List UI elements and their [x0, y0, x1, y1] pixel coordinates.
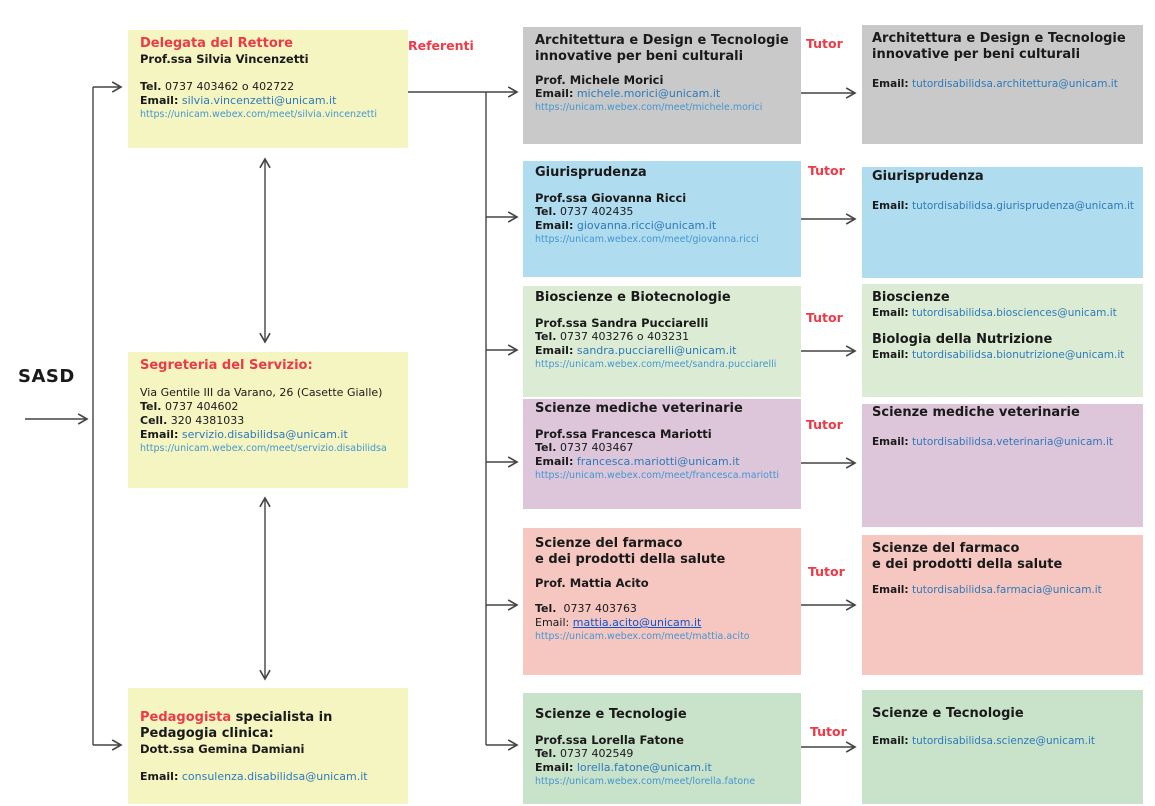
pedagogista-person: Dott.ssa Gemina Damiani [140, 742, 305, 756]
segreteria-email-row: Email: servizio.disabilidsa@unicam.it [140, 428, 348, 441]
tutor-label: Tutor [806, 417, 843, 432]
segreteria-address: Via Gentile III da Varano, 26 (Casette Gialle) [140, 386, 383, 399]
tutor-label: Tutor [808, 564, 845, 579]
tutor-box-scienze-tecnologie: Scienze e Tecnologie Email: tutordisabilidsa.scienze@unicam.it [862, 690, 1143, 804]
email-link[interactable]: tutordisabilidsa.giurisprudenza@unicam.it [911, 200, 1135, 212]
webex-link[interactable]: https://unicam.webex.com/meet/sandra.pucciarelli [535, 359, 777, 370]
segreteria-cell: Cell. 320 4381033 [140, 414, 245, 427]
tutor-box-bioscienze: Bioscienze Email: tutordisabilidsa.biosciences@unicam.it Biologia della Nutrizione Email: tutordisabilidsa.bionutrizione@unicam.it [862, 284, 1143, 397]
tutor-box-veterinarie: Scienze mediche veterinarie Email: tutordisabilidsa.veterinaria@unicam.it [862, 404, 1143, 527]
webex-link[interactable]: https://unicam.webex.com/meet/lorella.fatone [535, 776, 756, 787]
segreteria-box [128, 352, 408, 488]
email-link[interactable]: tutordisabilidsa.architettura@unicam.it [911, 78, 1118, 90]
email-link[interactable]: sandra.pucciarelli@unicam.it [576, 344, 737, 357]
webex-link[interactable]: https://unicam.webex.com/meet/michele.morici [535, 102, 763, 113]
tutor-box-giurisprudenza: Giurisprudenza Email: tutordisabilidsa.giurisprudenza@unicam.it [862, 167, 1143, 278]
email-link[interactable]: giovanna.ricci@unicam.it [576, 219, 717, 232]
webex-link[interactable]: https://unicam.webex.com/meet/giovanna.ricci [535, 234, 759, 245]
email-link[interactable]: consulenza.disabilidsa@unicam.it [181, 770, 368, 783]
webex-link[interactable]: https://unicam.webex.com/meet/francesca.mariotti [535, 470, 780, 481]
referente-box-farmaco: Scienze del farmaco e dei prodotti della salute Prof. Mattia Acito Tel. 0737 403763 Email: mattia.acito@unicam.it https://unicam.webex.com/meet/mattia.acito [523, 528, 801, 675]
webex-link[interactable]: https://unicam.webex.com/meet/servizio.disabilidsa [140, 443, 387, 454]
delegata-box [128, 30, 408, 148]
referente-box-architettura: Architettura e Design e Tecnologie innovative per beni culturali Prof. Michele Morici Email: michele.morici@unicam.it https://unicam.webex.com/meet/michele.morici [523, 27, 801, 144]
delegata-tel: Tel. 0737 403462 o 402722 [140, 80, 295, 93]
email-link[interactable]: mattia.acito@unicam.it [572, 616, 702, 629]
delegata-person: Prof.ssa Silvia Vincenzetti [140, 52, 309, 66]
email-link[interactable]: silvia.vincenzetti@unicam.it [181, 94, 337, 107]
segreteria-title: Segreteria del Servizio: [140, 358, 313, 373]
sasd-label: SASD [18, 366, 75, 387]
webex-link[interactable]: https://unicam.webex.com/meet/silvia.vincenzetti [140, 109, 377, 120]
pedagogista-box [128, 688, 408, 804]
email-link[interactable]: servizio.disabilidsa@unicam.it [181, 428, 348, 441]
referente-box-scienze-tecnologie: Scienze e Tecnologie Prof.ssa Lorella Fatone Tel. 0737 402549 Email: lorella.fatone@unicam.it https://unicam.webex.com/meet/lorella.fatone [523, 693, 801, 804]
tutor-box-architettura: Architettura e Design e Tecnologie innovative per beni culturali Email: tutordisabilidsa.architettura@unicam.it [862, 25, 1143, 144]
pedagogista-title-line2: Pedagogia clinica: [140, 726, 274, 741]
delegata-email-row: Email: silvia.vincenzetti@unicam.it [140, 94, 337, 107]
referente-box-veterinarie: Scienze mediche veterinarie Prof.ssa Francesca Mariotti Tel. 0737 403467 Email: francesca.mariotti@unicam.it https://unicam.webex.com/meet/francesca.mariotti [523, 399, 801, 509]
email-link[interactable]: tutordisabilidsa.farmacia@unicam.it [911, 584, 1102, 596]
referente-box-bioscienze: Bioscienze e Biotecnologie Prof.ssa Sandra Pucciarelli Tel. 0737 403276 o 403231 Email: sandra.pucciarelli@unicam.it https://unicam.webex.com/meet/sandra.pucciarelli [523, 286, 801, 397]
pedagogista-title: Pedagogista specialista in [140, 710, 333, 725]
tutor-box-farmaco: Scienze del farmaco e dei prodotti della salute Email: tutordisabilidsa.farmacia@unicam.it [862, 535, 1143, 675]
email-link[interactable]: michele.morici@unicam.it [576, 87, 721, 100]
tutor-label: Tutor [810, 724, 847, 739]
delegata-title: Delegata del Rettore [140, 36, 293, 51]
pedagogista-email-row: Email: consulenza.disabilidsa@unicam.it [140, 770, 368, 783]
email-link[interactable]: tutordisabilidsa.veterinaria@unicam.it [911, 436, 1113, 448]
email-link[interactable]: tutordisabilidsa.scienze@unicam.it [911, 735, 1095, 747]
webex-link[interactable]: https://unicam.webex.com/meet/mattia.acito [535, 631, 750, 642]
tutor-label: Tutor [806, 310, 843, 325]
email-link[interactable]: tutordisabilidsa.biosciences@unicam.it [911, 307, 1117, 319]
segreteria-tel: Tel. 0737 404602 [140, 400, 239, 413]
referenti-label: Referenti [408, 38, 474, 53]
tutor-label: Tutor [808, 163, 845, 178]
tutor-label: Tutor [806, 36, 843, 51]
referente-box-giurisprudenza: Giurisprudenza Prof.ssa Giovanna Ricci Tel. 0737 402435 Email: giovanna.ricci@unicam.it https://unicam.webex.com/meet/giovanna.ricci [523, 161, 801, 277]
email-link[interactable]: francesca.mariotti@unicam.it [576, 455, 740, 468]
email-link[interactable]: tutordisabilidsa.bionutrizione@unicam.it [911, 349, 1125, 361]
email-link[interactable]: lorella.fatone@unicam.it [576, 761, 712, 774]
